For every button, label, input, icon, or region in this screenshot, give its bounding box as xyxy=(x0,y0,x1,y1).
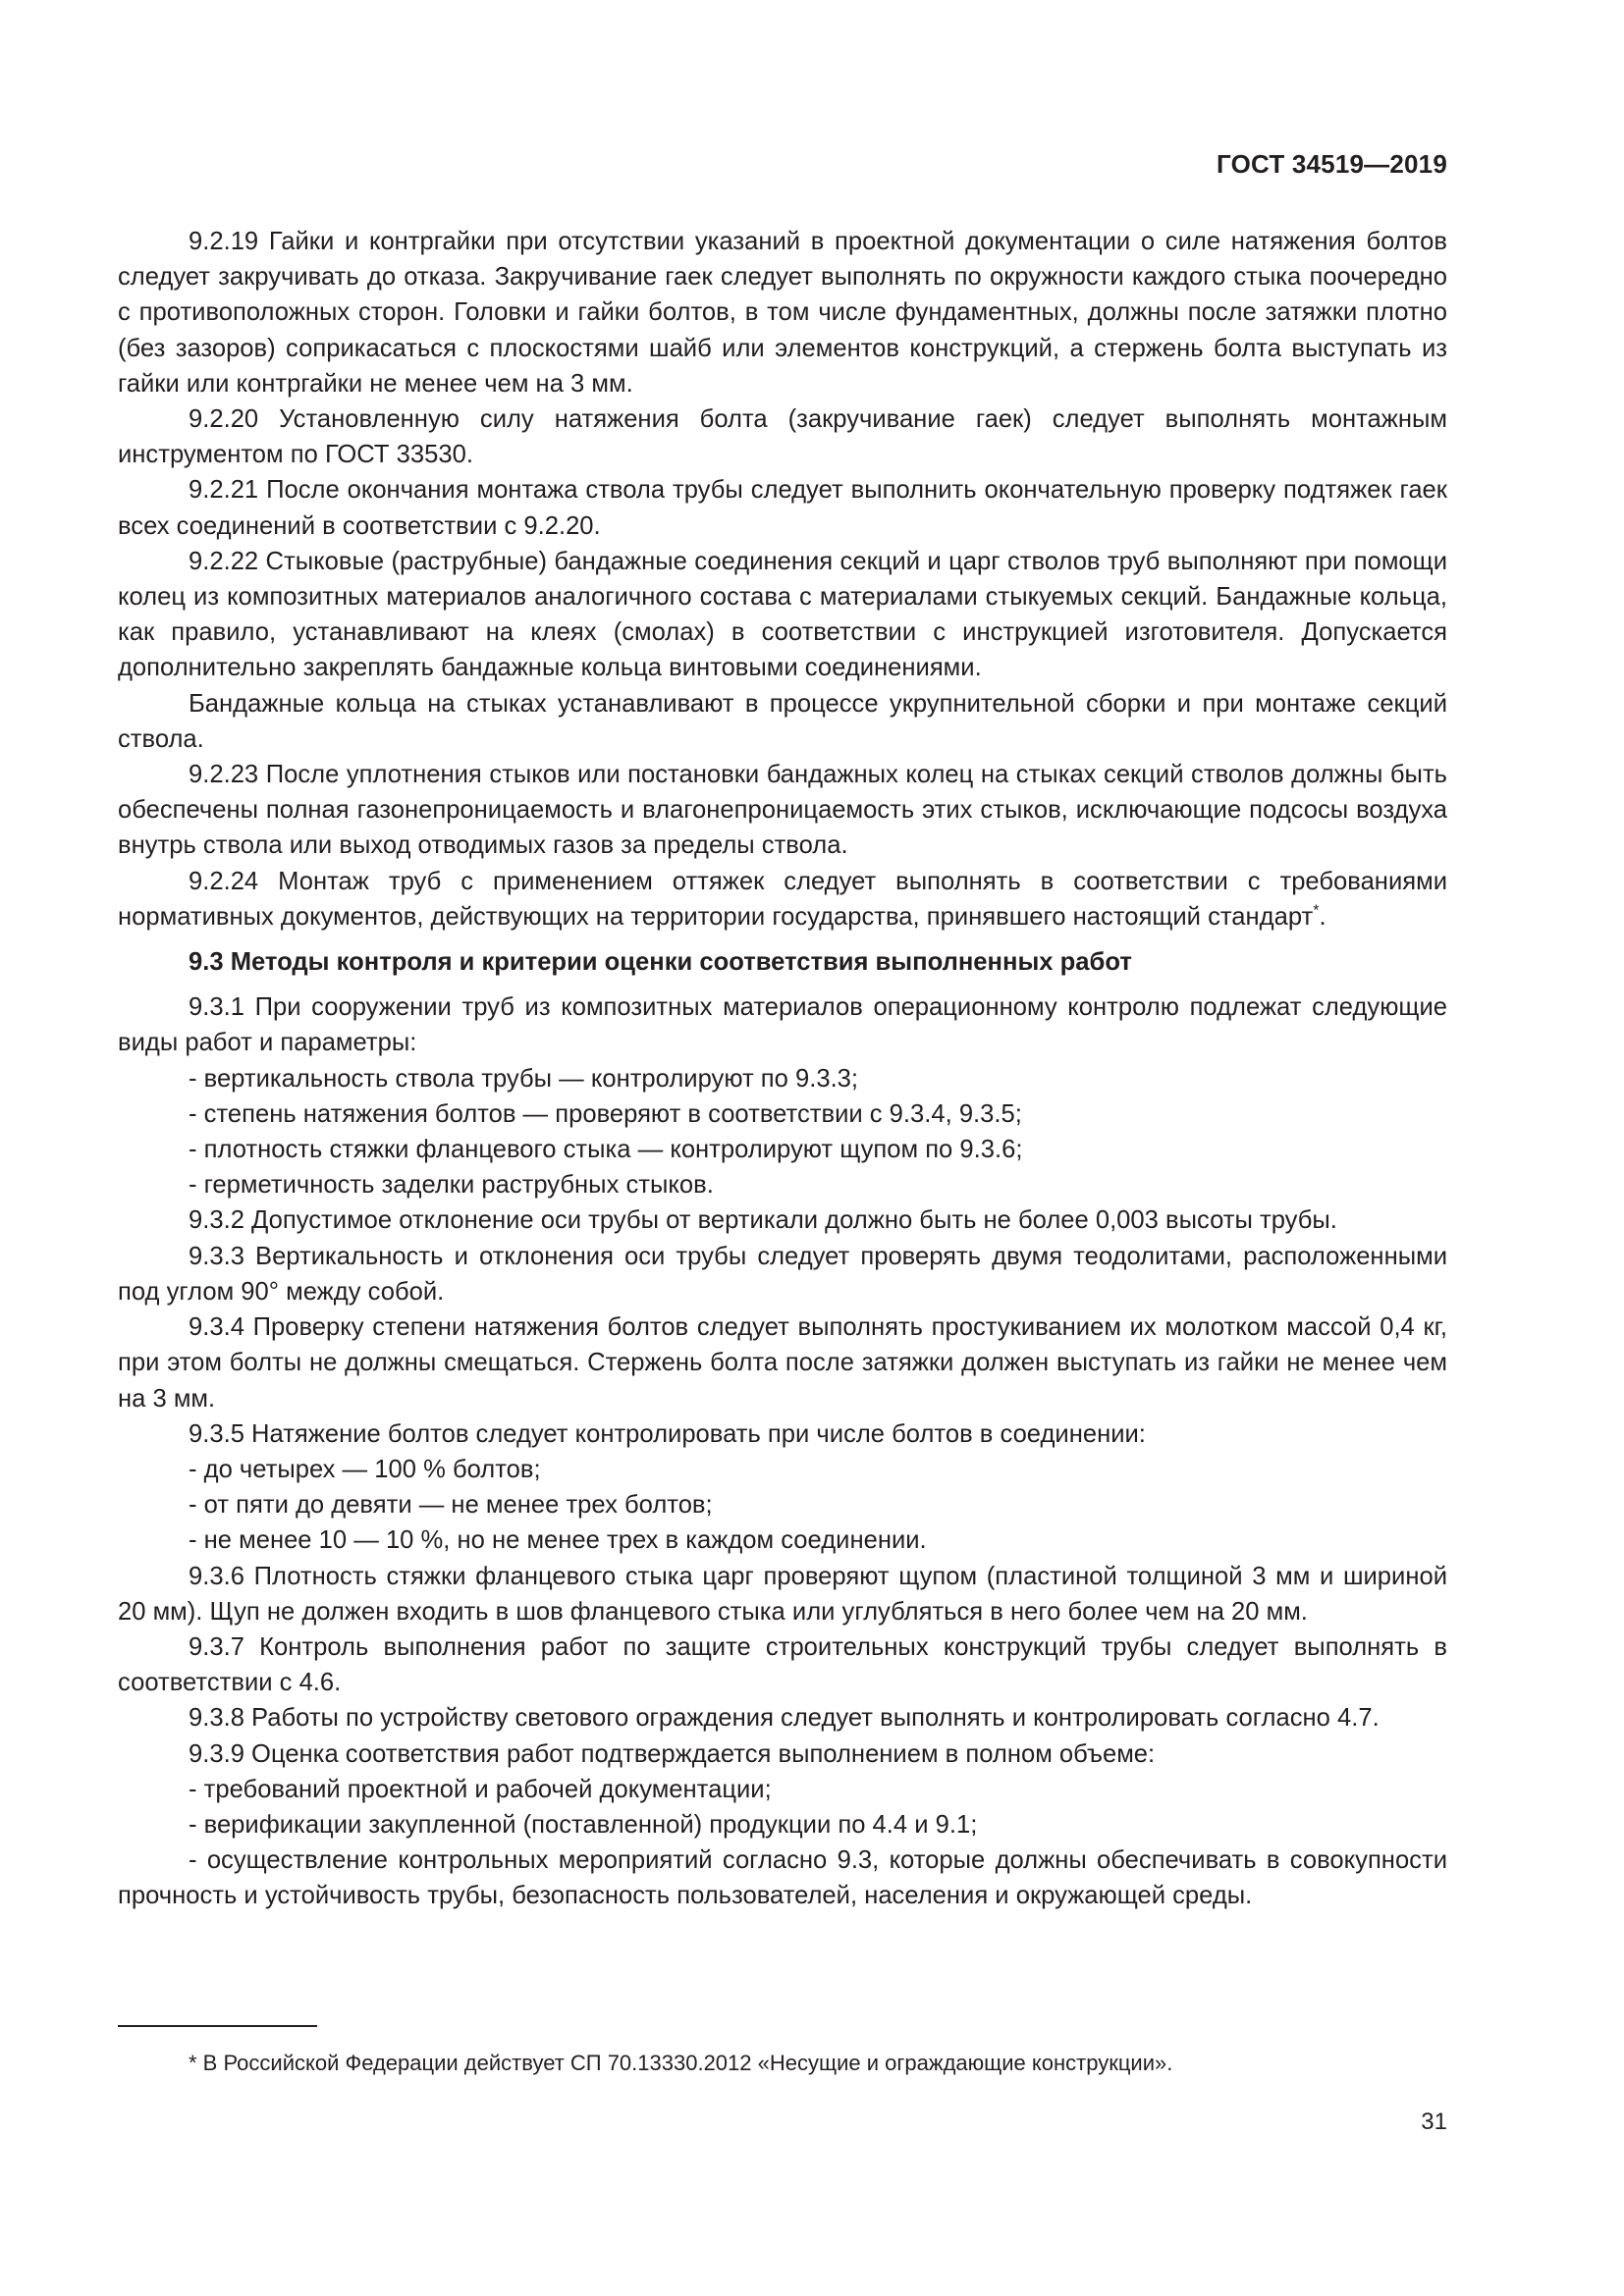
paragraph: 9.2.20 Установленную силу натяжения болта (закручивание гаек) следует выполнять монтажным инструментом по ГОСТ 33530. xyxy=(118,405,1447,469)
footnote-separator xyxy=(118,2025,317,2027)
section-heading: 9.3 Методы контроля и критерии оценки соответствия выполненных работ xyxy=(189,948,1132,977)
list-item: - герметичность заделки раструбных стыков. xyxy=(189,1171,714,1200)
paragraph: 9.3.5 Натяжение болтов следует контролировать при числе болтов в соединении: xyxy=(189,1419,1146,1448)
paragraph: 9.3.9 Оценка соответствия работ подтверждается выполнением в полном объеме: xyxy=(189,1739,1156,1768)
paragraph: Бандажные кольца на стыках устанавливают в процессе укрупнительной сборки и при монтаже секций ствола. xyxy=(118,689,1447,753)
paragraph: 9.2.23 После уплотнения стыков или постановки бандажных колец на стыках секций стволов должны быть обеспечены полная газонепроницаемость и влагонепроницаемость этих стыков, исключающие подсосы воздуха внутрь ствола или выход отводимых газов за пределы ствола. xyxy=(118,761,1447,860)
paragraph: 9.3.6 Плотность стяжки фланцевого стыка царг проверяют щупом (пластиной толщиной 3 мм и шириной 20 мм). Щуп не должен входить в шов фланцевого стыка или углубляться в него более чем на 20 мм. xyxy=(118,1562,1447,1626)
paragraph: 9.3.8 Работы по устройству светового ограждения следует выполнять и контролировать согласно 4.7. xyxy=(189,1704,1380,1733)
paragraph: 9.2.24 Монтаж труб с применением оттяжек следует выполнять в соответствии с требованиями нормативных документов, действующих на территории государства, принявшего настоящий стандарт*. xyxy=(118,867,1447,931)
list-item: - степень натяжения болтов — проверяют в соответствии с 9.3.4, 9.3.5; xyxy=(189,1099,1022,1128)
paragraph: 9.3.2 Допустимое отклонение оси трубы от вертикали должно быть не более 0,003 высоты трубы. xyxy=(189,1206,1337,1235)
paragraph: 9.2.22 Стыковые (раструбные) бандажные соединения секций и царг стволов труб выполняют при помощи колец из композитных материалов аналогичного состава с материалами стыкуемых секций. Бандажные кольца, как правило, устанавливают на клеях (смолах) в соответствии с инструкцией изготовителя. Допускается дополнительно закреплять бандажные кольца винтовыми соединениями. xyxy=(118,547,1447,682)
list-item: - вертикальность ствола трубы — контролируют по 9.3.3; xyxy=(189,1064,859,1093)
list-item: - не менее 10 — 10 %, но не менее трех в каждом соединении. xyxy=(189,1526,927,1555)
list-item: - плотность стяжки фланцевого стыка — контролируют щупом по 9.3.6; xyxy=(189,1136,1023,1164)
paragraph: 9.2.19 Гайки и контргайки при отсутствии указаний в проектной документации о силе натяжения болтов следует закручивать до отказа. Закручивание гаек следует выполнять по окружности каждого стыка поочередно с противоположных сторон. Головки и гайки болтов, в том числе фундаментных, должны после затяжки плотно (без зазоров) соприкасаться с плоскостями шайб или элементов конструкций, а стержень болта выступать из гайки или контргайки не менее чем на 3 мм. xyxy=(118,228,1447,398)
paragraph: 9.3.7 Контроль выполнения работ по защите строительных конструкций трубы следует выполнять в соответствии с 4.6. xyxy=(118,1632,1447,1697)
paragraph: - осуществление контрольных мероприятий согласно 9.3, которые должны обеспечивать в совокупности прочность и устойчивость трубы, безопасность пользователей, населения и окружающей среды. xyxy=(118,1846,1447,1910)
paragraph: 9.3.4 Проверку степени натяжения болтов следует выполнять простукиванием их молотком массой 0,4 кг, при этом болты не должны смещаться. Стержень болта после затяжки должен выступать из гайки не менее чем на 3 мм. xyxy=(118,1313,1447,1413)
page-number: 31 xyxy=(1421,2109,1447,2135)
list-item: - требований проектной и рабочей документации; xyxy=(189,1775,772,1803)
paragraph: 9.3.3 Вертикальность и отклонения оси трубы следует проверять двумя теодолитами, расположенными под углом 90° между собой. xyxy=(118,1242,1447,1306)
list-item: - верификации закупленной (поставленной) продукции по 4.4 и 9.1; xyxy=(189,1810,978,1839)
paragraph: 9.3.1 При сооружении труб из композитных материалов операционному контролю подлежат следующие виды работ и параметры: xyxy=(118,993,1447,1057)
footnote-marker: * xyxy=(1313,902,1320,920)
document-header: ГОСТ 34519—2019 xyxy=(1217,149,1447,179)
footnote: * В Российской Федерации действует СП 70.13330.2012 «Несущие и ограждающие конструкции». xyxy=(189,2051,1173,2075)
list-item: - от пяти до девяти — не менее трех болтов; xyxy=(189,1491,713,1520)
document-body xyxy=(118,224,1447,1914)
list-item: - до четырех — 100 % болтов; xyxy=(189,1455,541,1483)
paragraph: 9.2.21 После окончания монтажа ствола трубы следует выполнить окончательную проверку подтяжек гаек всех соединений в соответствии с 9.2.20. xyxy=(118,476,1447,540)
